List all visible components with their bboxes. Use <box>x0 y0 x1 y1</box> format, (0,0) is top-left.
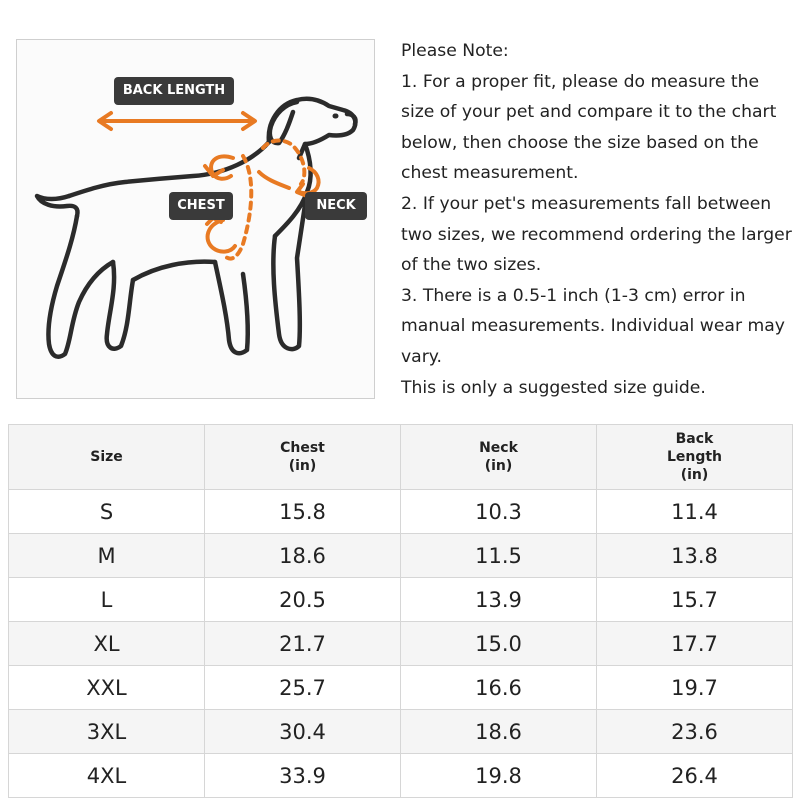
chest-cell: 33.9 <box>205 754 401 798</box>
chest-cell: 25.7 <box>205 666 401 710</box>
note-item-3: 3. There is a 0.5-1 inch (1-3 cm) error in manual measurements. Individual wear may vary. <box>401 285 785 367</box>
neck-cell: 15.0 <box>401 622 597 666</box>
chest-cell: 20.5 <box>205 578 401 622</box>
chest-cell: 30.4 <box>205 710 401 754</box>
back-length-cell: 23.6 <box>597 710 793 754</box>
header-label: Chest <box>280 440 325 456</box>
note-item-2: 2. If your pet's measurements fall between two sizes, we recommend ordering the larger of the two sizes. <box>401 193 792 276</box>
table-row <box>9 754 793 798</box>
notes-footer: This is only a suggested size guide. <box>401 377 706 398</box>
neck-cell: 10.3 <box>401 490 597 534</box>
neck-cell: 16.6 <box>401 666 597 710</box>
chest-cell: 18.6 <box>205 534 401 578</box>
header-chest <box>205 425 401 490</box>
header-neck <box>401 425 597 490</box>
header-unit: (in) <box>484 458 513 474</box>
back-length-label: BACK LENGTH <box>114 77 234 105</box>
chest-cell: 15.8 <box>205 490 401 534</box>
header-unit: (in) <box>288 458 317 474</box>
size-cell: M <box>9 534 205 578</box>
table-row <box>9 710 793 754</box>
header-back-length <box>597 425 793 490</box>
size-cell: L <box>9 578 205 622</box>
dog-measurement-diagram <box>16 39 375 399</box>
table-row <box>9 666 793 710</box>
table-row <box>9 578 793 622</box>
size-notes <box>401 36 797 403</box>
back-length-cell: 13.8 <box>597 534 793 578</box>
header-label: Neck <box>479 440 518 456</box>
table-row <box>9 534 793 578</box>
size-cell: S <box>9 490 205 534</box>
header-label: Back Length <box>666 431 723 465</box>
dog-outline <box>37 99 356 357</box>
table-row <box>9 622 793 666</box>
back-length-cell: 26.4 <box>597 754 793 798</box>
chest-cell: 21.7 <box>205 622 401 666</box>
table-row <box>9 490 793 534</box>
size-cell: 3XL <box>9 710 205 754</box>
back-length-cell: 17.7 <box>597 622 793 666</box>
neck-cell: 11.5 <box>401 534 597 578</box>
note-item-1: 1. For a proper fit, please do measure the size of your pet and compare it to the chart below, then choose the size based on the chest measurement. <box>401 71 777 184</box>
neck-cell: 13.9 <box>401 578 597 622</box>
chest-label: CHEST <box>169 192 233 220</box>
chest-arrow-lower <box>208 220 235 252</box>
header-unit: (in) <box>680 467 709 483</box>
size-cell: XL <box>9 622 205 666</box>
table-header-row <box>9 425 793 490</box>
back-length-cell: 19.7 <box>597 666 793 710</box>
neck-cell: 19.8 <box>401 754 597 798</box>
notes-heading: Please Note: <box>401 41 509 61</box>
size-cell: 4XL <box>9 754 205 798</box>
header-size <box>9 425 205 490</box>
back-length-cell: 11.4 <box>597 490 793 534</box>
neck-label: NECK <box>305 192 367 220</box>
size-chart-table <box>8 424 793 798</box>
header-label: Size <box>90 449 123 465</box>
neck-cell: 18.6 <box>401 710 597 754</box>
back-length-cell: 15.7 <box>597 578 793 622</box>
size-cell: XXL <box>9 666 205 710</box>
